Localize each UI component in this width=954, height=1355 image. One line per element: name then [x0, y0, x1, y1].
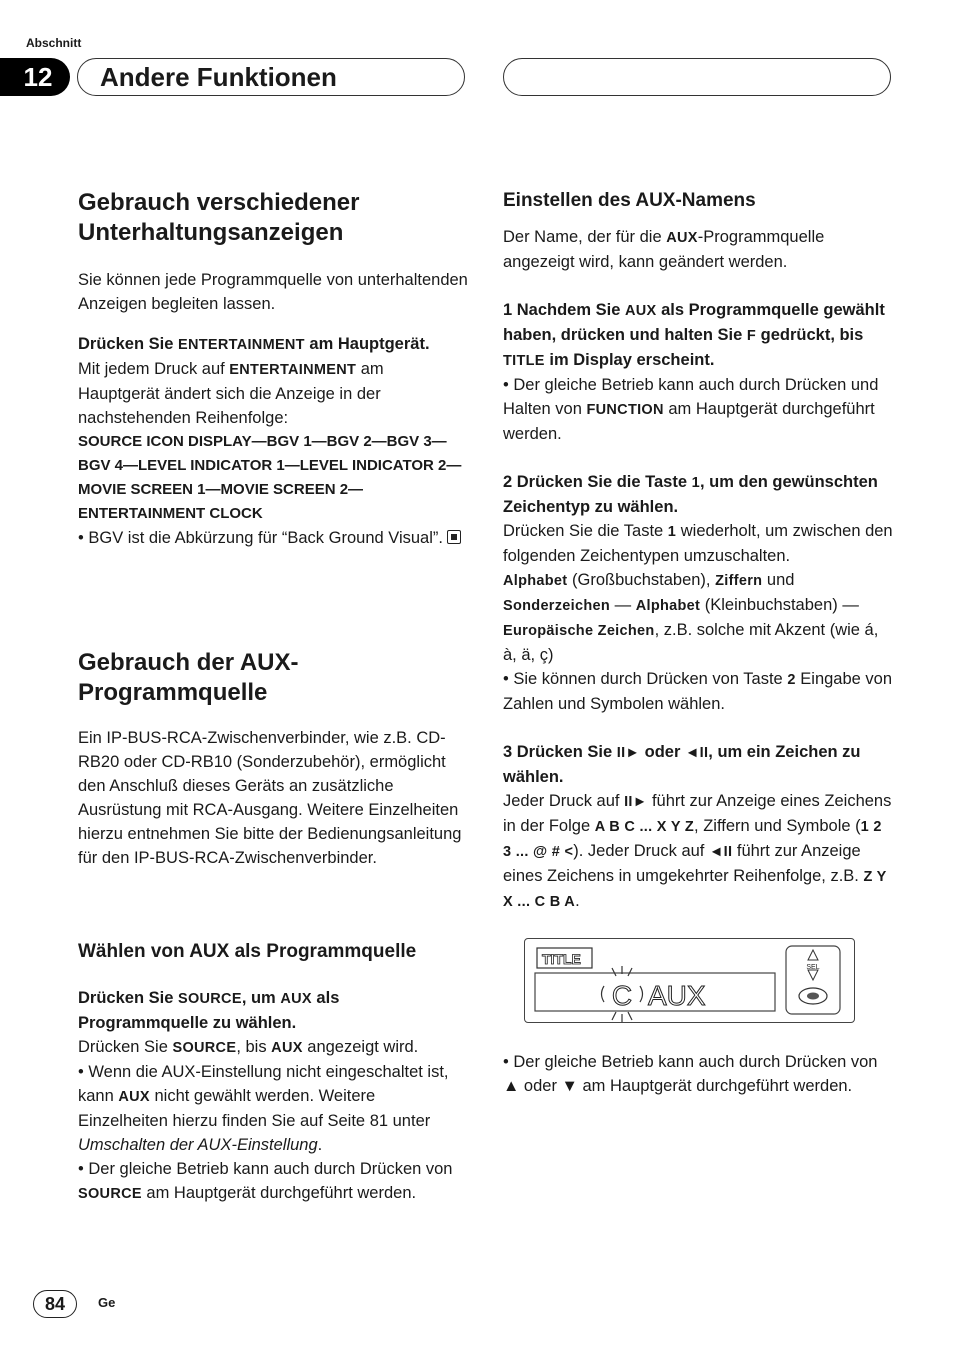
final-note: [503, 1050, 893, 1098]
section-aux-source: [78, 648, 468, 870]
section-select-aux: [78, 940, 468, 1206]
step-text: Drücken Sie: [78, 989, 178, 1007]
display-aux-text: AUX: [647, 979, 706, 1011]
section-aux-name: [503, 189, 893, 914]
end-mark-icon: [447, 530, 461, 544]
step-1-note: [503, 373, 893, 446]
page-number: 84: [33, 1290, 77, 1318]
body-text: wiederholt, um zwischen den folgenden Zeichentypen umzuschalten.: [503, 522, 893, 565]
char-sequence: 1 2 3 ... @ # <: [503, 819, 882, 860]
body-text: Mit jedem Druck auf: [78, 360, 230, 378]
down-triangle-icon: ▼: [561, 1077, 578, 1095]
section-heading: [78, 188, 468, 248]
sel-label: SEL: [805, 963, 820, 971]
char-sequence: A B C ... X Y Z: [594, 819, 695, 835]
step-text: im Display erscheint.: [544, 351, 715, 369]
heading-line-1: Gebrauch der AUX-: [78, 649, 299, 676]
step-text: oder: [640, 743, 685, 761]
body-text: , Ziffern und Symbole (: [694, 817, 861, 835]
key-source: SOURCE: [172, 1040, 237, 1056]
type-label: Sonderzeichen: [503, 598, 611, 614]
cross-reference: Umschalten der AUX-Einstellung: [78, 1136, 318, 1154]
chapter-number-badge: 12: [0, 58, 70, 96]
step-3-body: [503, 789, 893, 914]
step-2-body: [503, 519, 893, 568]
note-text: • BGV ist die Abkürzung für “Back Ground Visual”.: [78, 529, 443, 547]
key-entertainment: ENTERTAINMENT: [229, 362, 357, 378]
up-arrow-icon: [808, 950, 818, 960]
chapter-title-text: Andere Funktionen: [100, 61, 337, 92]
step-text: als Programmquelle gewählt haben, drücken und halten Sie: [503, 301, 885, 344]
note-source-button: [78, 1157, 468, 1206]
step-text: 2 Drücken Sie die Taste: [503, 473, 692, 491]
key-aux: AUX: [271, 1040, 303, 1056]
aux-body-paragraph: Ein IP-BUS-RCA-Zwischenverbinder, wie z.B. CD-RB20 oder CD-RB10 (Sonderzubehör), ermöglicht den Anschluß dieses Geräts an zusätzliche Ausrüstung mit RCA-Ausgang. Weitere Einzelheiten hierzu entnehmen Sie bitte der Bedienungsanleitung für den IP-BUS-RCA-Zwischenverbinder.: [78, 729, 462, 867]
key-forward: II►: [616, 745, 641, 761]
body-text: (Kleinbuchstaben) —: [700, 596, 859, 614]
note-text: • Sie können durch Drücken von Taste: [503, 670, 788, 688]
note-text: • Wenn die AUX-Einstellung nicht eingeschaltet ist, kann: [78, 1063, 449, 1105]
body-text: —: [610, 596, 636, 614]
subsection-heading: Einstellen des AUX-Namens: [503, 190, 756, 211]
body-text: und: [762, 571, 795, 589]
down-arrow-icon: [808, 970, 818, 980]
key-function: FUNCTION: [586, 402, 664, 418]
step-text: , um ein Zeichen zu wählen.: [503, 743, 861, 786]
key-1: 1: [691, 475, 700, 491]
step-1: [503, 298, 893, 373]
final-note-block: [503, 1050, 893, 1098]
heading-line-2: Unterhaltungsanzeigen: [78, 219, 344, 246]
type-label: Alphabet: [503, 573, 568, 589]
note-text: Eingabe von Zahlen und Symbolen wählen.: [503, 670, 893, 713]
body-text: am Hauptgerät ändert sich die Anzeige in der nachstehenden Reihenfolge:: [78, 360, 384, 427]
note-text: • Der gleiche Betrieb kann auch durch Drücken und Halten von: [503, 376, 879, 418]
step-text: als Programmquelle zu wählen.: [78, 989, 340, 1032]
key-backward: ◄II: [708, 844, 733, 860]
note-text: • Der gleiche Betrieb kann auch durch Drücken von: [503, 1053, 878, 1071]
language-code: Ge: [98, 1295, 116, 1310]
body-text: Der Name, der für die: [503, 228, 667, 246]
key-aux: AUX: [118, 1089, 150, 1105]
step-text: , um den gewünschten Zeichentyp zu wählen.: [503, 473, 878, 516]
step-body: [78, 1035, 468, 1060]
body-text: Jeder Druck auf: [503, 792, 625, 810]
body-text: , bis: [236, 1038, 272, 1056]
section-entertainment: [78, 188, 468, 550]
body-text: führt zur Anzeige eines Zeichens in der Folge: [503, 792, 892, 835]
intro-paragraph: [503, 225, 893, 274]
step-body: [78, 357, 468, 430]
body-text: -Programmquelle angezeigt wird, kann geändert werden.: [503, 228, 825, 271]
step-3: [503, 740, 893, 789]
note-bgv: [78, 526, 468, 550]
key-aux: AUX: [280, 991, 312, 1007]
note-aux-setting: [78, 1060, 468, 1157]
note-text: • Der gleiche Betrieb kann auch durch Drücken von: [78, 1160, 453, 1178]
key-aux: AUX: [624, 303, 657, 319]
step-instruction: [78, 332, 468, 357]
header-empty-box: [503, 58, 891, 96]
char-sequence: Z Y X ... C B A: [503, 869, 887, 910]
key-title: TITLE: [503, 353, 545, 369]
key-source: SOURCE: [177, 991, 242, 1007]
step-text: , um: [241, 989, 281, 1007]
step-text: Drücken Sie: [78, 335, 178, 353]
heading-line-1: Gebrauch verschiedener: [78, 189, 360, 216]
body-text: Drücken Sie: [78, 1038, 173, 1056]
body-text: führt zur Anzeige eines Zeichens in umgekehrter Reihenfolge, z.B.: [503, 842, 864, 885]
body-text: (Großbuchstaben),: [567, 571, 716, 589]
body-text: , z.B. solche mit Akzent (wie á, à, ä, ç): [503, 621, 879, 664]
display-graphic: [524, 938, 855, 1023]
type-label: Europäische Zeichen: [503, 623, 655, 639]
character-types: [503, 568, 893, 667]
step-text: am Hauptgerät.: [304, 335, 430, 353]
note-text: am Hauptgerät durchgeführt werden.: [503, 400, 875, 443]
chapter-title: [77, 58, 465, 96]
note-text: nicht gewählt werden. Weitere Einzelheiten hierzu finden Sie auf Seite 81 unter: [78, 1087, 431, 1130]
step-text: 3 Drücken Sie: [503, 743, 617, 761]
key-f: F: [746, 328, 757, 344]
key-2: 2: [787, 672, 796, 688]
step-2-note: [503, 667, 893, 716]
display-cursor-char: C: [611, 979, 632, 1011]
key-source: SOURCE: [78, 1186, 142, 1202]
step-2: [503, 470, 893, 519]
note-text: oder: [519, 1077, 562, 1095]
key-entertainment: ENTERTAINMENT: [177, 337, 305, 353]
key-backward: ◄II: [684, 745, 709, 761]
key-forward: II►: [624, 794, 648, 810]
type-label: Ziffern: [715, 573, 763, 589]
note-text: .: [317, 1136, 323, 1154]
step-text: 1 Nachdem Sie: [503, 301, 625, 319]
title-tag: TITLE: [541, 950, 581, 967]
body-text: ). Jeder Druck auf: [573, 842, 709, 860]
step-text: gedrückt, bis: [756, 326, 864, 344]
display-illustration: [524, 938, 855, 1023]
heading-line-2: Programmquelle: [78, 679, 268, 706]
body-text: .: [575, 892, 580, 910]
body-text: angezeigt wird.: [302, 1038, 419, 1056]
note-text: am Hauptgerät durchgeführt werden.: [577, 1077, 853, 1095]
up-triangle-icon: ▲: [503, 1077, 520, 1095]
type-label: Alphabet: [635, 598, 701, 614]
intro-paragraph: Sie können jede Programmquelle von unterhaltenden Anzeigen begleiten lassen.: [78, 271, 468, 313]
step-instruction: [78, 986, 468, 1035]
section-label: Abschnitt: [26, 36, 82, 50]
key-aux: AUX: [666, 230, 698, 246]
note-text: am Hauptgerät durchgeführt werden.: [141, 1184, 417, 1202]
body-text: Drücken Sie die Taste: [503, 522, 668, 540]
key-1: 1: [667, 524, 677, 540]
knob-center-icon: [807, 992, 819, 999]
display-sequence: SOURCE ICON DISPLAY—BGV 1—BGV 2—BGV 3—BGV 4—LEVEL INDICATOR 1—LEVEL INDICATOR 2—MOVIE SCREEN 1—MOVIE SCREEN 2—ENTERTAINMENT CLOCK: [78, 433, 462, 522]
subsection-heading: Wählen von AUX als Programmquelle: [78, 941, 417, 962]
section-heading: [78, 648, 468, 708]
